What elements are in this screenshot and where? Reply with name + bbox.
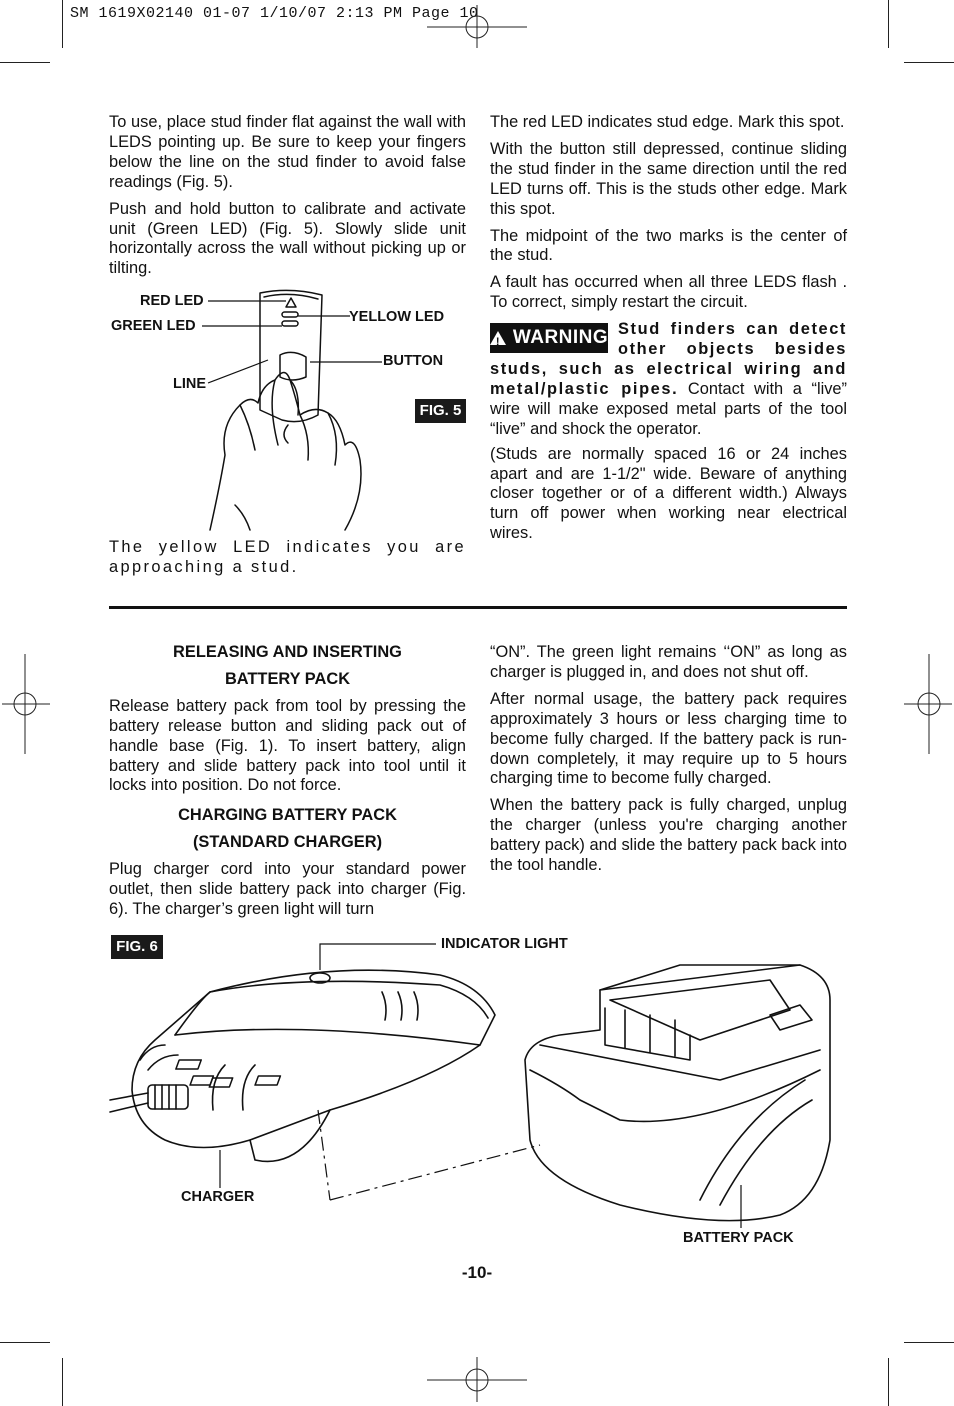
section-heading: (STANDARD CHARGER) — [192, 833, 383, 852]
fig6-charger-battery-illustration — [0, 0, 954, 400]
fig5-button-label: BUTTON — [383, 353, 444, 369]
bottom-right-column — [490, 643, 847, 883]
warning-text: Contact with a “live” wire will make exposed metal parts of the tool “live” and shock the operator. — [490, 379, 847, 438]
paragraph: A fault has occurred when all three LEDS flash . To correct, simply restart the circuit. — [490, 273, 847, 312]
warning-bold-text: Stud finders can detect other objects besides studs, such as electrical wiring and metal/plastic pipes. — [490, 320, 847, 398]
paragraph: The yellow LED indicates you are approaching a stud. — [109, 538, 466, 576]
paragraph: When the battery pack is fully charged, unplug the charger (unless you're charging another battery pack) and slide the battery pack back into the tool handle. — [490, 796, 847, 875]
paragraph: With the button still depressed, continue sliding the stud finder in the same direction until the red LED turns off. This is the studs other edge. Mark this spot. — [490, 139, 847, 218]
fig5-label: FIG. 5 — [415, 399, 466, 423]
fig5-green-led-label: GREEN LED — [111, 318, 196, 334]
page-number: -10- — [461, 1263, 493, 1282]
paragraph: After normal usage, the battery pack requires approximately 3 hours or less charging time to become fully charged. If the battery pack is run-down completely, it may require up to 5 hours charging time to become fully charged. — [490, 689, 847, 788]
fig6-battery-pack-label: BATTERY PACK — [683, 1230, 794, 1246]
paragraph: “ON”. The green light remains ‘‘ON” as long as charger is plugged in, and does not shut off. — [490, 643, 847, 681]
section-divider — [109, 606, 847, 609]
fig5-red-led-label: RED LED — [140, 293, 204, 309]
fig6-charger-label: CHARGER — [181, 1189, 255, 1205]
warning-label: WARNING — [512, 327, 609, 349]
paragraph: The red LED indicates stud edge. Mark this spot. — [490, 113, 845, 131]
section-heading: CHARGING BATTERY PACK — [178, 806, 397, 825]
paragraph: Release battery pack from tool by pressing the battery release button and sliding pack out of handle base (Fig. 1). To insert battery, align battery and slide battery pack into tool until it locks into position. Do not force. — [109, 696, 466, 795]
paragraph: Push and hold button to calibrate and activate unit (Green LED) (Fig. 5). Slowly slide unit horizontally across the wall without picking up or tilting. — [109, 199, 466, 278]
paragraph: To use, place stud finder flat against the wall with LEDS pointing up. Be sure to keep your fingers below the line on the stud finder to avoid false readings (Fig. 5). — [109, 113, 466, 191]
bottom-left-column — [109, 643, 466, 927]
fig6-indicator-light-label: INDICATOR LIGHT — [441, 936, 568, 952]
paragraph: The midpoint of the two marks is the center of the stud. — [490, 226, 847, 265]
print-slug: SM 1619X02140 01-07 1/10/07 2:13 PM Page 10 — [70, 5, 479, 22]
fig5-line-label: LINE — [173, 376, 207, 392]
paragraph: Plug charger cord into your standard power outlet, then slide battery pack into charger (Fig. 6). The charger’s green light will turn — [109, 860, 466, 918]
paragraph: (Studs are normally spaced 16 or 24 inches apart and are 1-1/2" wide. Beware of anything closer together or of a different width.) Always turn off power when working near electrical wires. — [490, 444, 847, 543]
warning-triangle-icon: ! — [490, 331, 506, 345]
yellow-led-paragraph — [109, 538, 466, 585]
section-heading: RELEASING AND INSERTING — [173, 643, 402, 661]
section-heading: BATTERY PACK — [224, 669, 351, 688]
fig6-label: FIG. 6 — [111, 935, 163, 959]
fig5-yellow-led-label: YELLOW LED — [349, 309, 445, 325]
